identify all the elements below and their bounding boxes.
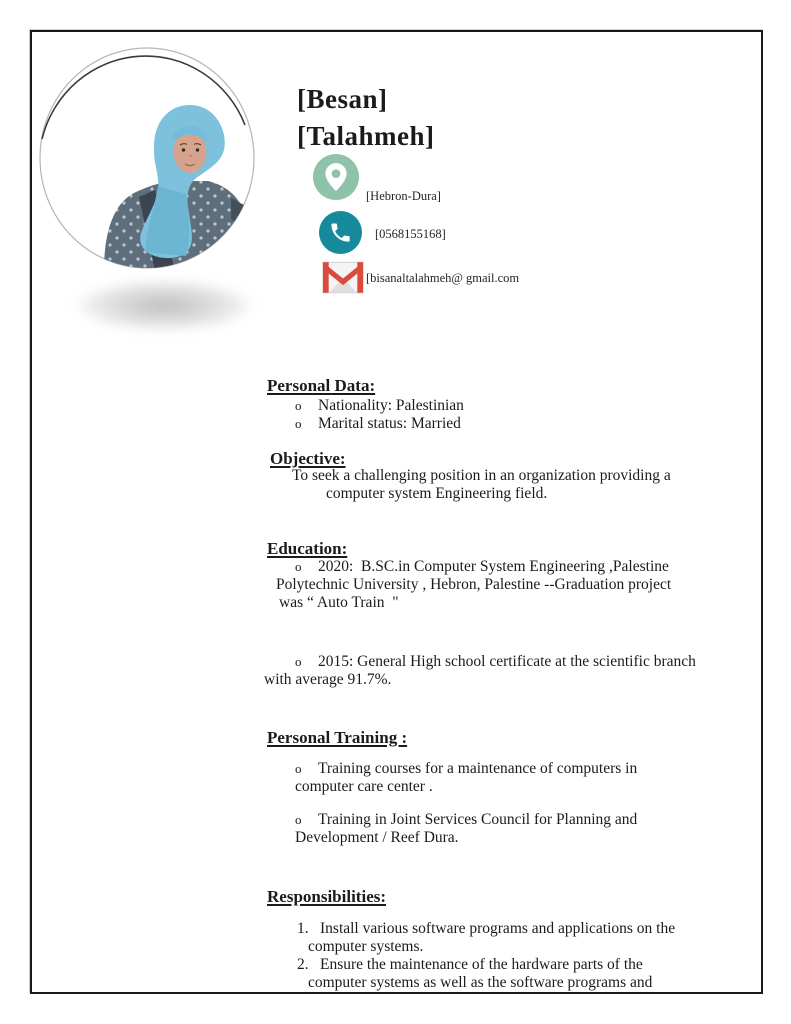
objective-line: To seek a challenging position in an organization providing a xyxy=(292,467,671,484)
list-number: 1. xyxy=(297,920,309,937)
responsibility-text-line: computer systems. xyxy=(308,938,424,955)
training-entry-1 xyxy=(295,760,637,778)
responsibility-text: Install various software programs and applications on the xyxy=(320,920,676,937)
objective-line: computer system Engineering field. xyxy=(326,485,548,502)
education-entry-2020 xyxy=(295,558,669,576)
list-number: 2. xyxy=(297,956,309,973)
bullet-marker: o xyxy=(295,398,302,413)
training-text: Training courses for a maintenance of computers in xyxy=(318,760,638,777)
bullet-item-marital-status xyxy=(295,415,461,433)
gmail-icon xyxy=(322,261,364,294)
responsibility-item-2 xyxy=(297,956,643,974)
education-text: 2015: General High school certificate at the scientific branch xyxy=(318,653,696,670)
bullet-marker: o xyxy=(295,761,302,776)
phone-label: [0568155168] xyxy=(375,227,446,241)
bullet-item-nationality xyxy=(295,397,464,415)
education-text-line: with average 91.7%. xyxy=(264,671,392,688)
bullet-text: Marital status: Married xyxy=(318,415,461,432)
training-text-line: Development / Reef Dura. xyxy=(295,829,459,846)
responsibility-item-1 xyxy=(297,920,675,938)
training-text-line: computer care center . xyxy=(295,778,433,795)
responsibility-text-line: computer systems as well as the software programs and xyxy=(308,974,653,991)
education-text: 2020: B.SC.in Computer System Engineering ,Palestine xyxy=(318,558,669,575)
bullet-marker: o xyxy=(295,654,302,669)
bullet-text: Nationality: Palestinian xyxy=(318,397,464,414)
name-line-1: [Besan] xyxy=(297,84,388,114)
section-heading-responsibilities: Responsibilities: xyxy=(267,887,387,906)
profile-photo xyxy=(36,45,258,271)
email-label: [bisanaltalahmeh@ gmail.com xyxy=(366,271,520,285)
responsibility-text: Ensure the maintenance of the hardware parts of the xyxy=(320,956,643,973)
photo-shadow xyxy=(46,274,282,344)
phone-icon xyxy=(319,211,362,254)
training-entry-2 xyxy=(295,811,637,829)
location-label: [Hebron-Dura] xyxy=(366,189,441,203)
bullet-marker: o xyxy=(295,812,302,827)
education-text-line: Polytechnic University , Hebron, Palestine --Graduation project xyxy=(276,576,672,593)
location-pin-icon xyxy=(313,154,359,200)
name-line-2: [Talahmeh] xyxy=(297,121,435,151)
section-heading-personal-data: Personal Data: xyxy=(267,376,376,395)
training-text: Training in Joint Services Council for Planning and xyxy=(318,811,638,828)
education-text-line: was “ Auto Train " xyxy=(279,594,399,611)
portrait-illustration xyxy=(36,45,258,271)
education-entry-2015 xyxy=(295,653,696,671)
section-heading-education: Education: xyxy=(267,539,348,558)
section-heading-objective: Objective: xyxy=(270,449,346,468)
bullet-marker: o xyxy=(295,416,302,431)
bullet-marker: o xyxy=(295,559,302,574)
section-heading-personal-training: Personal Training : xyxy=(267,728,408,747)
